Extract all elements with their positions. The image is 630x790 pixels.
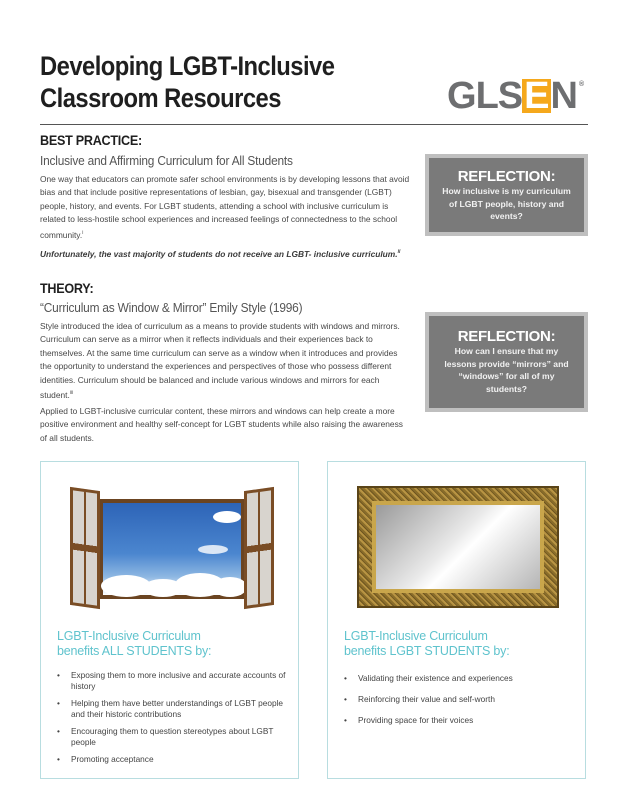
window-shutter-left — [70, 487, 100, 609]
footnote-marker: ii — [397, 249, 401, 255]
best-practice-heading: BEST PRACTICE: — [40, 132, 142, 148]
theory-body: Style introduced the idea of curriculum as a means to provide students with windows and mirrors. Curriculum can serve as a mirror when it reflects individuals and their experiences back to themselves. At the same time curriculum can serve as a window when it introduces and provides the opportunity to understand the experiences and perspectives of those who possess different identities. Curriculum should be balanced and include various windows and mirrors for each student.$^{iii}$ — [40, 321, 400, 400]
open-window-image — [67, 489, 277, 609]
title-line-1: Developing LGBT-Inclusive — [40, 51, 335, 81]
list-item: • Providing space for their voices — [344, 715, 474, 725]
mirror-glass — [372, 501, 544, 593]
list-item: • Promoting acceptance — [57, 754, 154, 764]
reflection-box-2 — [425, 312, 588, 412]
benefits-list — [344, 673, 584, 736]
bullet-icon: • — [57, 670, 60, 680]
list-item: • Encouraging them to question stereotypes about LGBT people — [57, 726, 274, 747]
footnote-marker: iii — [69, 390, 74, 397]
bullet-icon: • — [57, 726, 60, 736]
card-title: LGBT-Inclusive Curriculum benefits ALL STUDENTS by: — [57, 629, 212, 658]
benefits-list — [57, 670, 297, 771]
card-title: LGBT-Inclusive Curriculum benefits LGBT STUDENTS by: — [344, 629, 510, 658]
theory-subheading: “Curriculum as Window & Mirror” Emily Style (1996) — [40, 301, 303, 315]
gilded-mirror-image — [357, 486, 559, 608]
glsen-logo — [447, 75, 585, 117]
bullet-icon: • — [344, 673, 347, 683]
list-item: • Helping them have better understandings of LGBT people and their historic contributions — [57, 698, 284, 719]
logo-letter-l: L — [475, 75, 498, 117]
sky-view — [99, 499, 245, 599]
reflection-question: How can I ensure that my lessons provide “mirrors” and “windows” for all of my students? — [444, 346, 569, 394]
logo-letter-n: N — [550, 75, 577, 117]
theory-body-2: Applied to LGBT-inclusive curricular content, these mirrors and windows can help create a more positive environment and healthy self-concept for LGBT students while also raising the awareness of all students. — [40, 406, 403, 443]
window-shutter-right — [244, 487, 274, 609]
list-item: • Reinforcing their value and self-worth — [344, 694, 495, 704]
theory-heading: THEORY: — [40, 280, 94, 296]
list-item: • Exposing them to more inclusive and accurate accounts of history — [57, 670, 286, 691]
reflection-box-1 — [425, 154, 588, 236]
card-all-students — [40, 461, 299, 779]
logo-letter-e: E — [524, 75, 549, 117]
header-divider — [40, 124, 588, 125]
registered-mark: ® — [578, 81, 585, 88]
best-practice-body: One way that educators can promote safer school environments is by developing lessons that avoid bias and that include positive representations of lesbian, gay, bisexual and transgender (LGBT) people, history, and events. For LGBT students, attending a school with inclusive curriculum is related to less-hostile school experiences and increased feelings of connectedness to the school community.$^i$ — [40, 174, 410, 240]
footnote-marker: i — [82, 229, 84, 236]
logo-letter-s: S — [497, 75, 523, 117]
logo-letter-g: G — [447, 75, 476, 117]
page-title — [40, 50, 334, 114]
bullet-icon: • — [344, 694, 347, 704]
title-line-2: Classroom Resources — [40, 83, 281, 113]
best-practice-subheading: Inclusive and Affirming Curriculum for All Students — [40, 154, 293, 168]
reflection-heading: REFLECTION: — [457, 168, 556, 185]
card-lgbt-students — [327, 461, 586, 779]
bullet-icon: • — [57, 754, 60, 764]
best-practice-emphasis: Unfortunately, the vast majority of students do not receive an LGBT- inclusive curriculum.$^{ii}$ — [40, 248, 401, 259]
bullet-icon: • — [344, 715, 347, 725]
reflection-heading: REFLECTION: — [457, 328, 556, 345]
reflection-question: How inclusive is my curriculum of LGBT people, history and events? — [442, 186, 571, 221]
bullet-icon: • — [57, 698, 60, 708]
list-item: • Validating their existence and experiences — [344, 673, 513, 683]
